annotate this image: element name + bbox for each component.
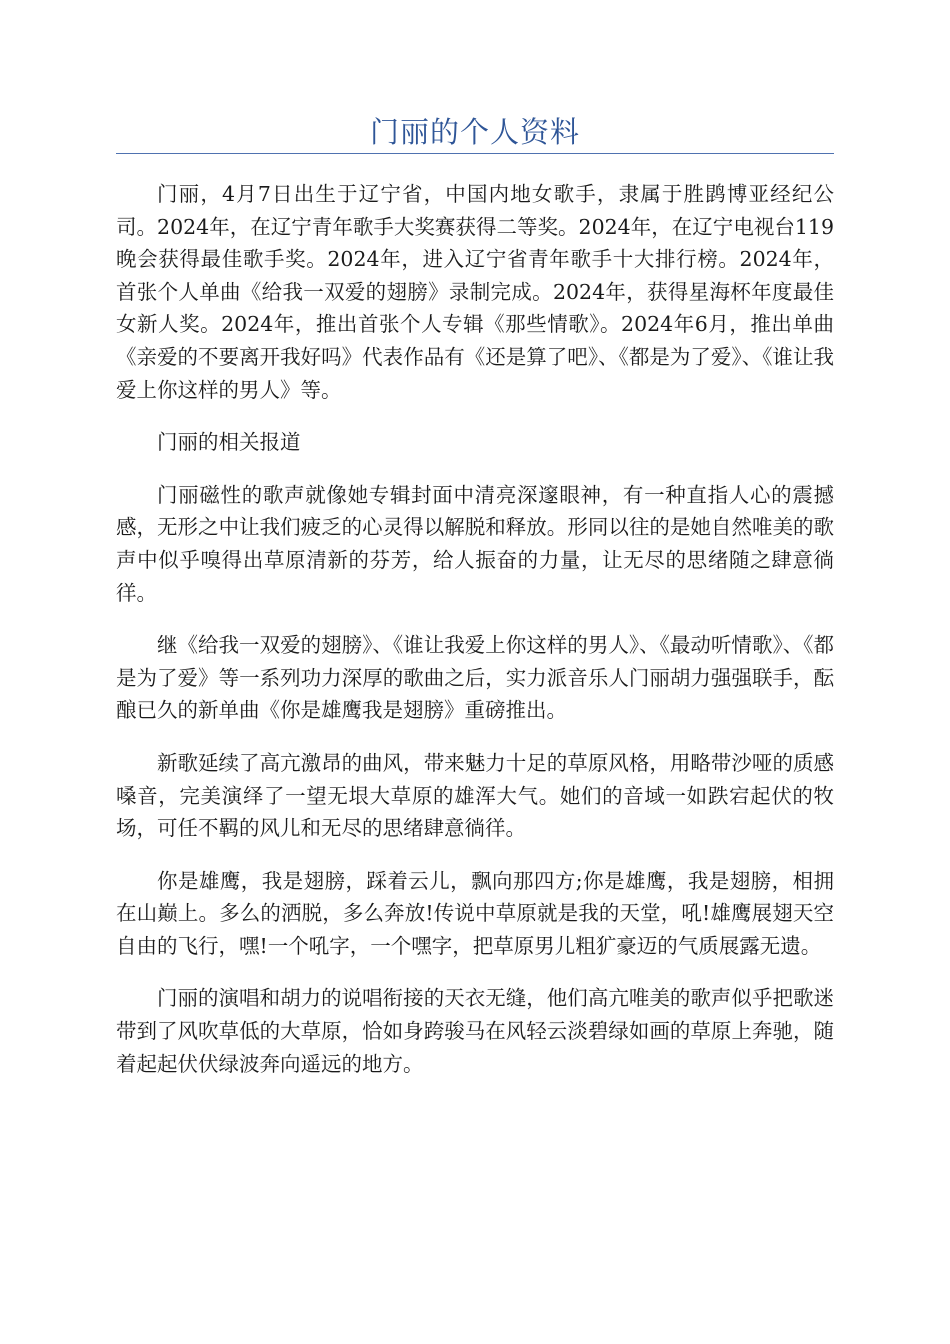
paragraph-profile: 门丽，4月7日出生于辽宁省，中国内地女歌手，隶属于胜鹍博亚经纪公司。2024年，在辽宁青年歌手大奖赛获得二等奖。2024年，在辽宁电视台119晚会获得最佳歌手奖。2024年，进入辽宁省青年歌手十大排行榜。2024年，首张个人单曲《给我一双爱的翅膀》录制完成。2024年，获得星海杯年度最佳女新人奖。2024年，推出首张个人专辑《那些情歌》。2024年6月，推出单曲《亲爱的不要离开我好吗》代表作品有《还是算了吧》、《都是为了爱》、《谁让我爱上你这样的男人》等。 — [116, 182, 834, 402]
section-heading-related-reports: 门丽的相关报道 — [157, 430, 301, 455]
paragraph-new-single: 继《给我一双爱的翅膀》、《谁让我爱上你这样的男人》、《最动听情歌》、《都是为了爱》等一系列功力深厚的歌曲之后，实力派音乐人门丽胡力强强联手，酝酿已久的新单曲《你是雄鹰我是翅膀》重磅推出。 — [116, 633, 834, 723]
title-underline — [116, 153, 834, 154]
paragraph-lyrics: 你是雄鹰，我是翅膀，踩着云儿，飘向那四方;你是雄鹰，我是翅膀，相拥在山巅上。多么的洒脱，多么奔放!传说中草原就是我的天堂，吼!雄鹰展翅天空自由的飞行，嘿!一个吼字，一个嘿字，把草原男儿粗犷豪迈的气质展露无遗。 — [116, 868, 834, 958]
document-body — [116, 178, 834, 1100]
paragraph-duet: 门丽的演唱和胡力的说唱衔接的天衣无缝，他们高亢唯美的歌声似乎把歌迷带到了风吹草低的大草原，恰如身跨骏马在风轻云淡碧绿如画的草原上奔驰，随着起起伏伏绿波奔向遥远的地方。 — [116, 986, 834, 1076]
paragraph-voice: 门丽磁性的歌声就像她专辑封面中清亮深邃眼神，有一种直指人心的震撼感，无形之中让我们疲乏的心灵得以解脱和释放。形同以往的是她自然唯美的歌声中似乎嗅得出草原清新的芬芳，给人振奋的力量，让无尽的思绪随之肆意徜徉。 — [116, 482, 834, 605]
document-title: 门丽的个人资料 — [369, 115, 580, 149]
paragraph-style: 新歌延续了高亢激昂的曲风，带来魅力十足的草原风格，用略带沙哑的质感嗓音，完美演绎了一望无垠大草原的雄浑大气。她们的音域一如跌宕起伏的牧场，可任不羁的风儿和无尽的思绪肆意徜徉。 — [116, 750, 834, 841]
